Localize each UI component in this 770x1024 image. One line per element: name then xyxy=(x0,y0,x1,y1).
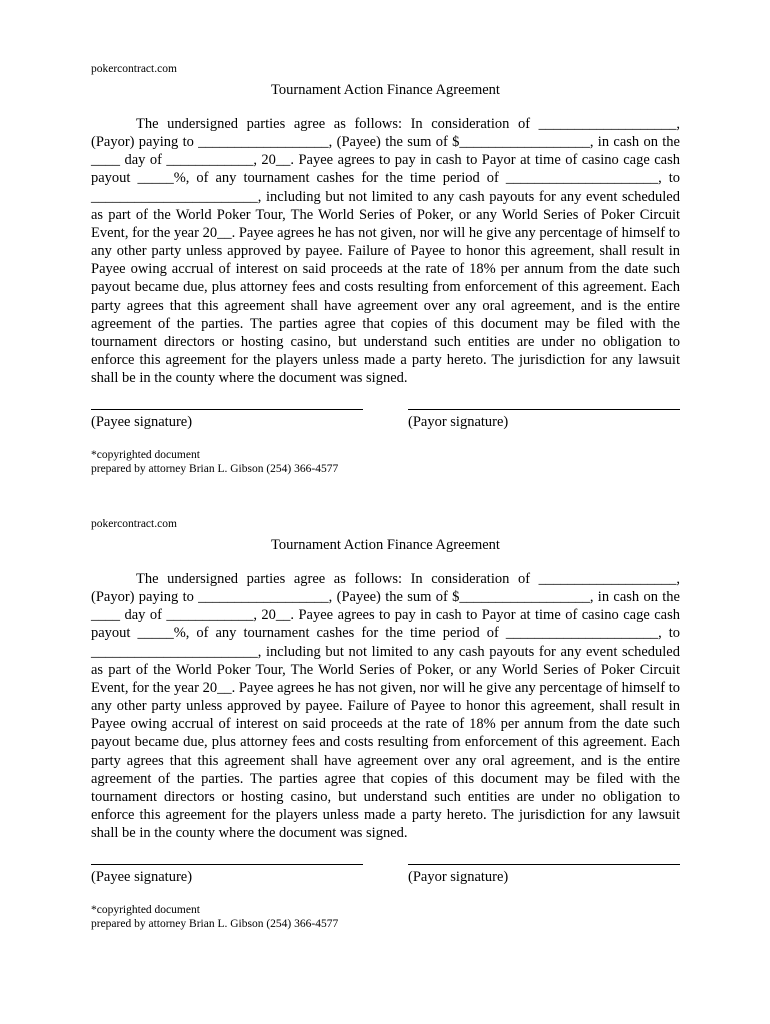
agreement-copy-2 xyxy=(91,517,680,931)
site-name: pokercontract.com xyxy=(91,63,177,75)
payee-signature-block xyxy=(91,409,363,431)
copyright-notice: *copyrighted document xyxy=(91,449,200,462)
document-title: Tournament Action Finance Agreement xyxy=(271,82,500,98)
copyright-footer xyxy=(91,448,680,476)
site-name: pokercontract.com xyxy=(91,518,177,530)
agreement-text: The undersigned parties agree as follows: In consideration of ___________________, (Payor) paying to __________________, (Payee) the sum of $__________________, in cash on the ____ day of ____________, 20__. Payee agrees to pay in cash to Payor at time of casino cage cash payout _____%, of any tournament cashes for the time period of _____________________, to _______________________, including but not limited to any cash payouts for any event scheduled as part of the World Poker Tour, The World Series of Poker, or any World Series of Poker Circuit Event, for the year 20__. Payee agrees he has not given, nor will he give any percentage of himself to any other party unless approved by payee. Failure of Payee to honor this agreement, shall result in Payee owing accrual of interest on said proceeds at the rate of 18% per annum from the date such payout became due, plus attorney fees and costs resulting from enforcement of this agreement. Each party agrees that this agreement shall have agreement over any oral agreement, and is the entire agreement of the parties. The parties agree that copies of this document may be filed with the tournament directors or hosting casino, but understand such entities are under no obligation to enforce this agreement for the players unless made a party hereto. The jurisdiction for any lawsuit shall be in the county where the document was signed. xyxy=(91,571,680,842)
payor-signature-line xyxy=(408,409,680,410)
payor-signature-block xyxy=(408,409,680,431)
agreement-copy-1 xyxy=(91,62,680,476)
payee-signature-block xyxy=(91,864,363,886)
payor-signature-label: (Payor signature) xyxy=(408,414,509,431)
copyright-footer xyxy=(91,903,680,931)
signature-row xyxy=(91,409,680,431)
payee-signature-label: (Payee signature) xyxy=(91,414,193,431)
agreement-body xyxy=(91,570,680,842)
copyright-notice: *copyrighted document xyxy=(91,904,200,917)
attorney-credit: prepared by attorney Brian L. Gibson (254) 366-4577 xyxy=(91,918,339,931)
payor-signature-label: (Payor signature) xyxy=(408,869,509,886)
signature-row xyxy=(91,864,680,886)
payee-signature-line xyxy=(91,409,363,410)
agreement-text: The undersigned parties agree as follows: In consideration of ___________________, (Payor) paying to __________________, (Payee) the sum of $__________________, in cash on the ____ day of ____________, 20__. Payee agrees to pay in cash to Payor at time of casino cage cash payout _____%, of any tournament cashes for the time period of _____________________, to _______________________, including but not limited to any cash payouts for any event scheduled as part of the World Poker Tour, The World Series of Poker, or any World Series of Poker Circuit Event, for the year 20__. Payee agrees he has not given, nor will he give any percentage of himself to any other party unless approved by payee. Failure of Payee to honor this agreement, shall result in Payee owing accrual of interest on said proceeds at the rate of 18% per annum from the date such payout became due, plus attorney fees and costs resulting from enforcement of this agreement. Each party agrees that this agreement shall have agreement over any oral agreement, and is the entire agreement of the parties. The parties agree that copies of this document may be filed with the tournament directors or hosting casino, but understand such entities are under no obligation to enforce this agreement for the players unless made a party hereto. The jurisdiction for any lawsuit shall be in the county where the document was signed. xyxy=(91,116,680,387)
attorney-credit: prepared by attorney Brian L. Gibson (254) 366-4577 xyxy=(91,463,339,476)
payor-signature-line xyxy=(408,864,680,865)
agreement-body xyxy=(91,115,680,387)
payee-signature-label: (Payee signature) xyxy=(91,869,193,886)
document-title: Tournament Action Finance Agreement xyxy=(271,537,500,553)
payor-signature-block xyxy=(408,864,680,886)
payee-signature-line xyxy=(91,864,363,865)
